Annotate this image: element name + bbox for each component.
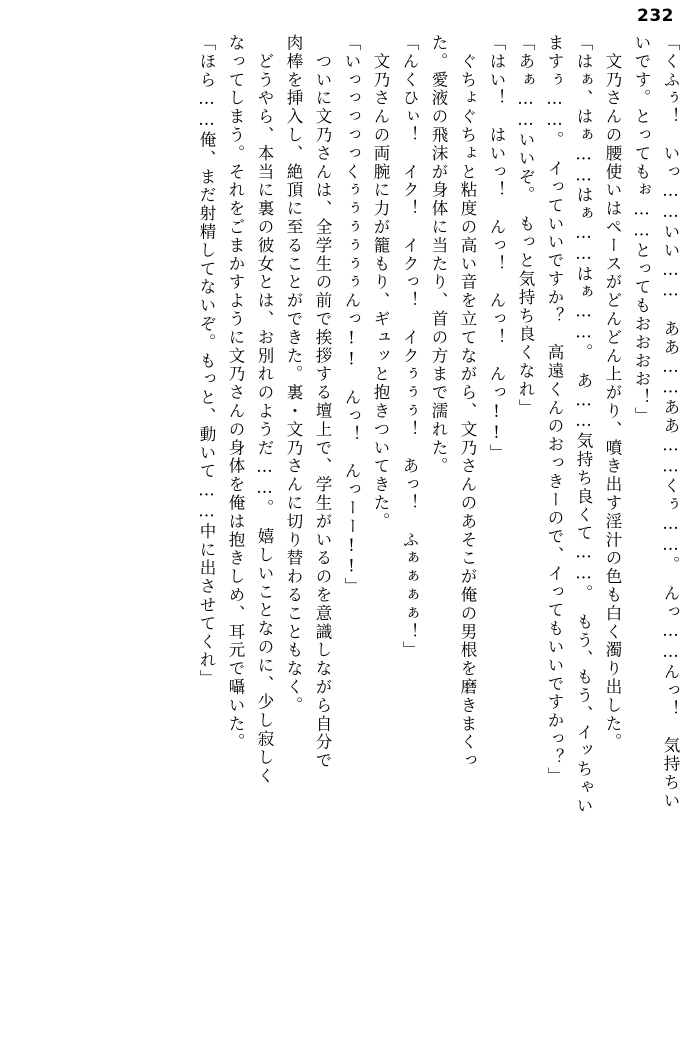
text-column: 文乃さんの腰使いはペースがどんどん上がり、噴き出す淫汁の色も白く濁り出した。 [603, 34, 622, 752]
text-column: ますぅ……。 イっていいですか？ 高遠くんのおっきーので、イってもいいですかっ？」 [545, 34, 564, 786]
text-column: いです。とってもぉ……とってもおおおお！」 [632, 34, 651, 426]
page-number: 232 [637, 6, 674, 26]
text-column: なってしまう。それをごまかすように文乃さんの身体を俺は抱きしめ、耳元で囁いた。 [226, 34, 245, 752]
text-column: 「はぁ、はぁ……はぁ……はぁ……。 あ……気持ち良くて……。 もう、もう、イッちゃい [574, 34, 593, 816]
text-column: 文乃さんの両腕に力が籠もり、ギュッと抱きついてきた。 [371, 34, 390, 531]
text-column: ぐちょぐちょと粘度の高い音を立てながら、文乃さんのあそこが俺の男根を磨きまくっ [458, 34, 477, 770]
text-column: 肉棒を挿入し、絶頂に至ることができた。裏・文乃さんに切り替わることもなく。 [284, 34, 303, 715]
text-column: た。愛液の飛沫が身体に当たり、首の方まで濡れた。 [429, 34, 448, 476]
text-column: 「いっっっっっくぅぅぅぅぅぅんっ!! んっ！ んっーー!!」 [342, 34, 361, 596]
text-column: どうやら、本当に裏の彼女とは、お別れのようだ……。 嬉しいことなのに、少し寂しく [255, 34, 274, 786]
text-column: 「ほら……俺、まだ射精してないぞ。もっと、動いて……中に出させてくれ」 [197, 34, 216, 688]
text-column: 「あぁ……いいぞ。 もっと気持ち良くなれ」 [516, 34, 535, 418]
text-column: ついに文乃さんは、全学生の前で挨拶する壇上で、学生がいるのを意識しながら自分で [313, 34, 332, 770]
text-column: 「はい！ はいっ！ んっ！ んっ！ んっ!!」 [487, 34, 506, 463]
vertical-text-body [22, 34, 678, 1032]
text-column: 「んくひぃ！ イク！ イクっ！ イクぅぅぅ！ あっ！ ふぁぁぁぁ！」 [400, 34, 419, 660]
text-column: 「くふぅ！ いっ……いい…… ああ……ああ……くぅ……。 んっ……んっ！ 気持ちい [661, 34, 680, 811]
